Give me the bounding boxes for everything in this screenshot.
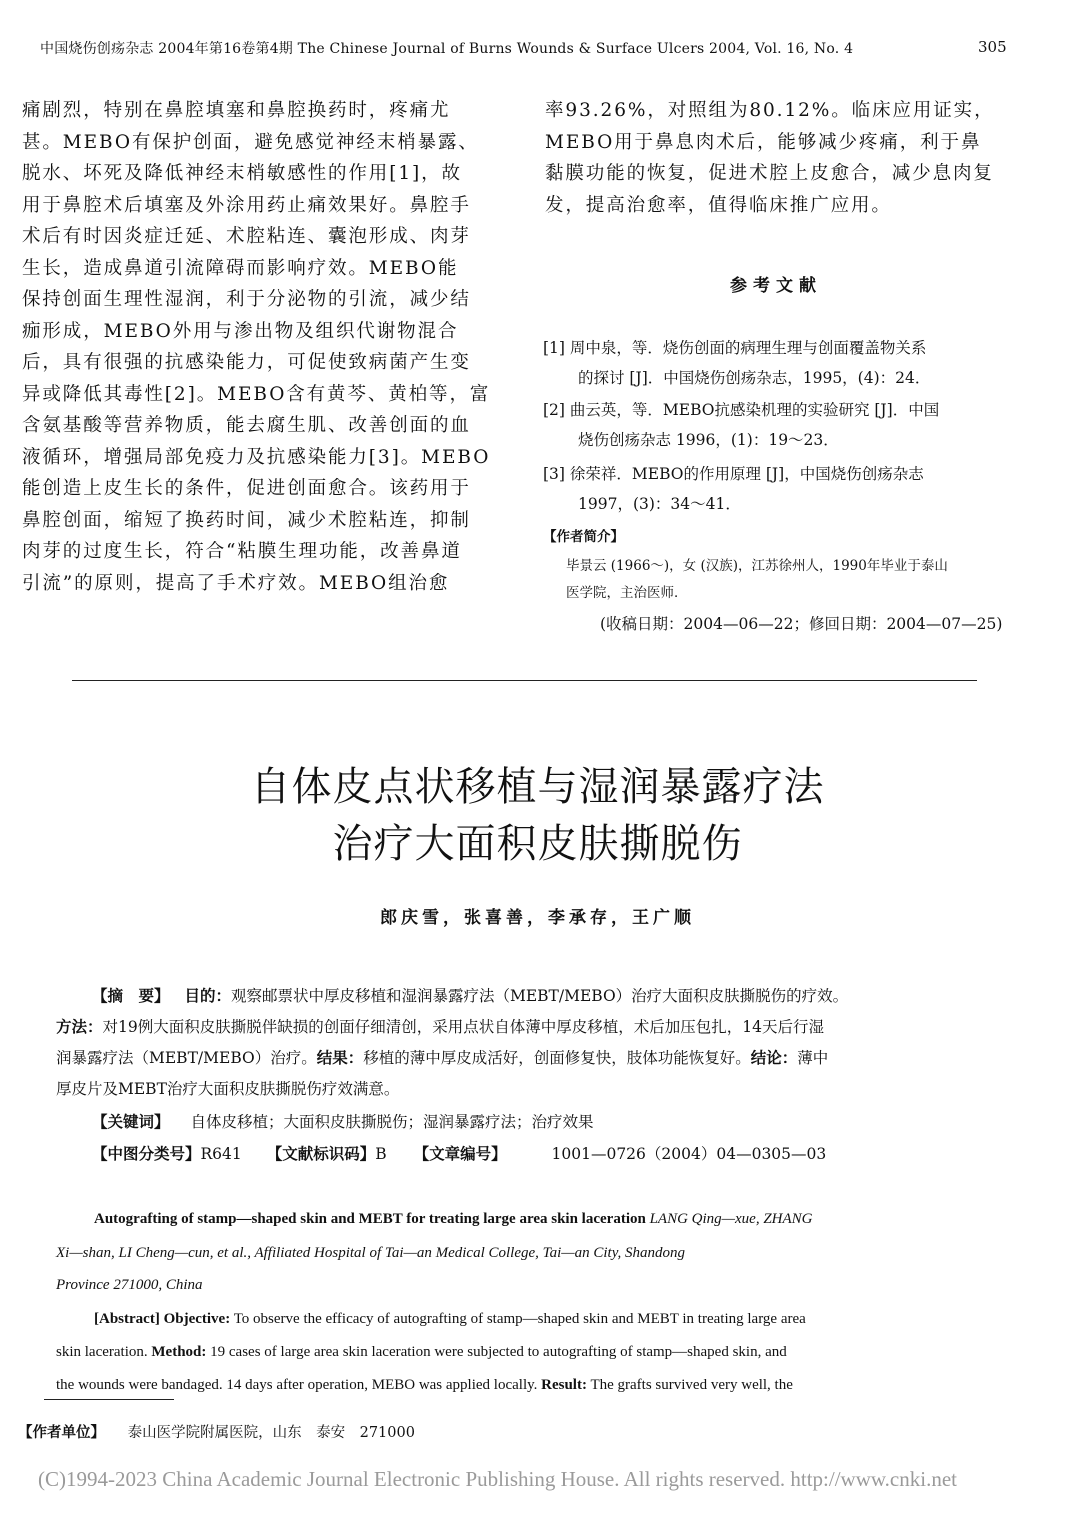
article-authors: 郎庆雪，张喜善，李承存，王广顺 — [380, 908, 695, 928]
body-text-line: 液循环，增强局部免疫力及抗感染能力[3]。MEBO — [22, 446, 491, 468]
copyright-watermark: (C)1994-2023 China Academic Journal Electronic Publishing House. All rights reserved. http://www.cnki.net — [38, 1467, 957, 1491]
author-affiliation — [18, 1421, 415, 1442]
en-authors-line2: Xi—shan, LI Cheng—cun, et al., Affiliated Hospital of Tai—an Medical College, Tai—an City, Shandong — [56, 1245, 686, 1261]
article-no-value: 1001—0726（2004）04—0305—03 — [551, 1145, 827, 1163]
body-text-line: 能创造上皮生长的条件，促进创面愈合。该药用于 — [22, 478, 471, 499]
body-text-line: 痛剧烈，特别在鼻腔填塞和鼻腔换药时，疼痛尤 — [22, 100, 451, 121]
en-abstract-label: [Abstract] — [94, 1311, 160, 1327]
body-text-line: 后，具有很强的抗感染能力，可促使致病菌产生变 — [22, 352, 471, 373]
article-title-line1: 自体皮点状移植与湿润暴露疗法 — [250, 764, 825, 810]
body-text-line: 术后有时因炎症迁延、术腔粘连、囊泡形成、肉芽 — [22, 226, 471, 247]
conclusion-text-cont: 厚皮片及MEBT治疗大面积皮肤撕脱伤疗效满意。 — [56, 1080, 400, 1098]
abstract-cn-line3 — [56, 1043, 828, 1073]
en-method-label: Method: — [151, 1344, 207, 1360]
body-text-line: 鼻腔创面，缩短了换药时间，减少术腔粘连，抑制 — [22, 509, 471, 531]
method-text: 对19例大面积皮肤撕脱伴缺损的创面仔细清创，采用点状自体薄中厚皮移植，术后加压包扎，14天后行湿 — [102, 1018, 824, 1036]
received-dates: (收稿日期：2004—06—22；修回日期：2004—07—25) — [600, 615, 1003, 633]
en-text: the wounds were bandaged. 14 days after operation, MEBO was applied locally. — [56, 1377, 538, 1393]
conclusion-text: 薄中 — [797, 1049, 829, 1067]
article-title-line2: 治疗大面积皮肤撕脱伤 — [332, 821, 743, 867]
body-text-line: MEBO用于鼻息肉术后，能够减少疼痛，利于鼻 — [545, 131, 982, 153]
body-text-line: 引流”的原则，提高了手术疗效。MEBO组治愈 — [22, 572, 450, 594]
en-abstract-line2 — [56, 1344, 787, 1361]
author-info-line: 毕景云 (1966～)，女 (汉族)，江苏徐州人，1990年毕业于泰山 — [566, 558, 948, 574]
en-authors: LANG Qing—xue, ZHANG — [649, 1211, 813, 1227]
en-objective-label: Objective: — [163, 1311, 231, 1327]
en-method-text: 19 cases of large area skin laceration were subjected to autografting of stamp—shaped skin, and — [210, 1344, 787, 1360]
body-text-line: 发，提高治愈率，值得临床推广应用。 — [545, 194, 892, 216]
en-abstract-line1 — [94, 1311, 806, 1328]
abstract-cn-line2 — [56, 1012, 824, 1042]
doc-code-label: 【文献标识码】 — [266, 1144, 376, 1163]
conclusion-label: 结论： — [750, 1048, 798, 1067]
prev-article-left-column — [22, 95, 502, 599]
reference-item: [2] 曲云英，等．MEBO抗感染机理的实验研究 [J]．中国 — [543, 401, 940, 419]
body-text-line: 异或降低其毒性[2]。MEBO含有黄芩、黄柏等，富 — [22, 383, 491, 405]
clc-value: R641 — [200, 1145, 242, 1163]
body-text-line: 脱水、坏死及降低神经末梢敏感性的作用[1]，故 — [22, 163, 462, 184]
body-text-line: 痂形成，MEBO外用与渗出物及组织代谢物混合 — [22, 320, 459, 342]
abstract-cn-line1 — [92, 981, 848, 1011]
en-authors-line3: Province 271000, China — [56, 1277, 203, 1293]
body-text-line: 肉芽的过度生长，符合“粘膜生理功能，改善鼻道 — [22, 541, 462, 562]
keywords-text: 自体皮移植；大面积皮肤撕脱伤；湿润暴露疗法；治疗效果 — [190, 1113, 594, 1131]
objective-text: 观察邮票状中厚皮移植和湿润暴露疗法（MEBT/MEBO）治疗大面积皮肤撕脱伤的疗效。 — [230, 987, 849, 1005]
en-abstract-line3 — [56, 1377, 793, 1394]
reference-item: 的探讨 [J]．中国烧伤创疡杂志，1995，(4)：24． — [578, 369, 931, 387]
result-text: 移植的薄中厚皮成活好，创面修复快，肢体功能恢复好。 — [363, 1049, 751, 1067]
body-text-line: 保持创面生理性湿润，利于分泌物的引流，减少结 — [22, 289, 471, 310]
body-text-line: 甚。MEBO有保护创面，避免感觉神经末梢暴露、 — [22, 131, 479, 153]
objective-label: 目的： — [184, 986, 231, 1005]
en-title: Autografting of stamp—shaped skin and MEBT for treating large area skin laceration — [94, 1211, 646, 1227]
method-text-cont: 润暴露疗法（MEBT/MEBO）治疗。 — [56, 1049, 317, 1067]
en-result-label: Result: — [541, 1377, 587, 1393]
en-title-line — [94, 1211, 813, 1228]
keywords-line — [92, 1107, 593, 1137]
page-number: 305 — [978, 38, 1007, 56]
method-label: 方法： — [56, 1017, 103, 1036]
references-title: 参考文献 — [730, 276, 822, 296]
body-text-line: 生长，造成鼻道引流障碍而影响疗效。MEBO能 — [22, 257, 459, 279]
reference-item: 烧伤创疡杂志 1996，(1)：19～23． — [578, 431, 839, 449]
reference-item: [1] 周中泉，等．烧伤创面的病理生理与创面覆盖物关系 — [543, 339, 927, 357]
abstract-label: 【摘 要】 — [92, 986, 170, 1005]
running-header: 中国烧伤创疡杂志 2004年第16卷第4期 The Chinese Journal of Burns Wounds & Surface Ulcers 2004, Vol. 16, No. 4 — [40, 41, 854, 57]
en-text: skin laceration. — [56, 1344, 148, 1360]
article-no-label: 【文章编号】 — [413, 1144, 507, 1163]
author-info-label: 【作者简介】 — [543, 529, 624, 545]
abstract-cn-line4 — [56, 1074, 399, 1104]
reference-item: [3] 徐荣祥．MEBO的作用原理 [J]，中国烧伤创疡杂志 — [543, 465, 924, 483]
doc-code-value: B — [375, 1145, 387, 1163]
en-result-text: The grafts survived very well, the — [590, 1377, 793, 1393]
footnote-rule — [44, 1399, 174, 1400]
clc-label: 【中图分类号】 — [92, 1144, 201, 1163]
prev-article-right-column — [545, 95, 1045, 221]
result-label: 结果： — [316, 1048, 364, 1067]
body-text-line: 黏膜功能的恢复，促进术腔上皮愈合，减少息肉复 — [545, 163, 994, 184]
keywords-label: 【关键词】 — [92, 1112, 170, 1131]
classification-line — [92, 1139, 826, 1169]
author-info-text — [566, 553, 1036, 607]
affiliation-label: 【作者单位】 — [18, 1424, 105, 1441]
affiliation-text: 泰山医学院附属医院，山东 泰安 271000 — [127, 1425, 415, 1441]
section-divider — [72, 680, 977, 681]
author-info-line: 医学院，主治医师． — [566, 585, 688, 601]
body-text-line: 含氨基酸等营养物质，能去腐生肌、改善创面的血 — [22, 415, 471, 436]
body-text-line: 用于鼻腔术后填塞及外涂用药止痛效果好。鼻腔手 — [22, 194, 471, 216]
body-text-line: 率93.26%，对照组为80.12%。临床应用证实， — [545, 100, 995, 121]
en-objective-text: To observe the efficacy of autografting of stamp—shaped skin and MEBT in treating large area — [233, 1311, 806, 1327]
reference-item: 1997，(3)：34～41． — [578, 495, 741, 513]
